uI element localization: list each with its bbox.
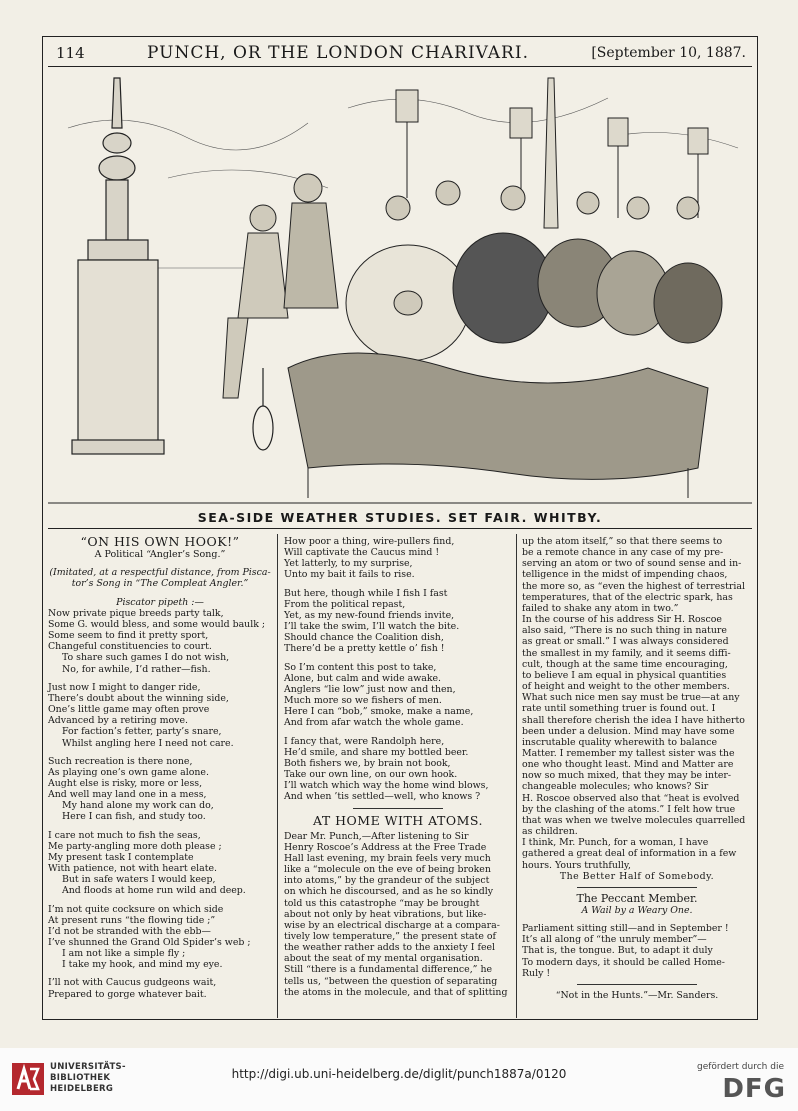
column-divider <box>516 534 517 1018</box>
text-line: Alone, but calm and wide awake. <box>284 672 442 684</box>
text-line: to believe I am equal in physical quantities <box>522 669 727 681</box>
text-line: I’m not quite cocksure on which side <box>48 903 224 915</box>
column-divider <box>277 534 278 1018</box>
text-line <box>284 655 512 662</box>
text-line: shall therefore cherish the idea I have hitherto <box>522 714 745 726</box>
text-line: And floods at home run wild and deep. <box>62 885 246 897</box>
column-three <box>522 536 752 1001</box>
text-line: tells us, “between the question of separating <box>284 975 498 987</box>
dfg-logo: DFG <box>722 1074 786 1104</box>
article-text <box>284 831 512 998</box>
poem-note: tor’s Song in “The Compleat Angler.” <box>71 578 249 590</box>
text-line <box>48 823 272 830</box>
text-line: My hand alone my work can do, <box>62 800 214 812</box>
text-line <box>48 970 272 977</box>
text-line: As playing one’s own game alone. <box>48 766 209 778</box>
cartoon-illustration <box>48 68 752 508</box>
text-line: failed to shake any atom in two.” <box>522 602 679 614</box>
text-line: inscrutable quality wherewith to balance <box>522 736 718 748</box>
text-line: H. Roscoe observed also that “heat is evolved <box>522 792 740 804</box>
text-line: the weather rather adds to the anxiety I feel <box>284 942 496 954</box>
text-line <box>284 581 512 588</box>
text-line: Should chance the Coalition dish, <box>284 632 444 644</box>
text-line: also said, “There is no such thing in nature <box>522 625 727 637</box>
text-line: That is, the tongue. But, to adapt it duly <box>522 945 713 957</box>
text-line: There’d be a pretty kettle o’ fish ! <box>284 643 445 655</box>
text-line: about not only by heat vibrations, but like- <box>284 908 487 920</box>
poem-note: (Imitated, at a respectful distance, from Pisca- <box>49 567 271 579</box>
text-line: Some G. would bless, and some would baulk ; <box>48 618 266 630</box>
text-line: tively low temperature,” the present state of <box>284 931 497 942</box>
text-line: changeable molecules; who knows? Sir <box>522 781 709 793</box>
text-line: Much more so we fishers of men. <box>284 695 442 707</box>
poem-subtitle: A Wail by a Weary One. <box>581 905 693 916</box>
text-line: be a remote chance in any case of my pre- <box>522 547 724 559</box>
text-line: My present task I contemplate <box>48 851 194 863</box>
text-line: Yet latterly, to my surprise, <box>284 558 413 570</box>
text-line: With patience, not with heart elate. <box>48 863 218 875</box>
text-line: And well may land one in a mess, <box>48 789 207 801</box>
text-line: Ruly ! <box>522 967 551 979</box>
article-signature: The Better Half of Somebody. <box>559 870 715 882</box>
page-number: 114 <box>56 44 85 62</box>
text-line: telligence in the midst of impending chaos, <box>522 569 728 581</box>
poem-lines <box>522 923 752 979</box>
text-line: like a “molecule on the eve of being broken <box>284 864 491 876</box>
text-line: Both fishers we, by brain not book, <box>284 757 451 769</box>
poem-subtitle: A Political “Angler’s Song.” <box>94 549 226 561</box>
text-line: Take our own line, on our own hook. <box>284 768 458 780</box>
text-line: He’d smile, and share my bottled beer. <box>284 746 469 758</box>
text-line: Here I can fish, and study too. <box>62 811 206 823</box>
poem-title: The Peccant Member. <box>576 891 698 905</box>
poem-lines <box>48 608 272 1000</box>
text-line: So I’m content this post to take, <box>284 661 437 673</box>
text-line: What such nice men say must be true—at any <box>522 692 740 704</box>
poem-title: “ON HIS OWN HOOK!” <box>80 534 240 549</box>
text-line: I’ll not with Caucus gudgeons wait, <box>48 977 217 989</box>
text-line: Advanced by a retiring move. <box>48 715 188 727</box>
text-line: To share such games I do not wish, <box>62 652 230 664</box>
text-line: From the political repast, <box>284 598 406 610</box>
column-one <box>48 536 272 1000</box>
text-line: by the clashing of the atoms.” I felt how true <box>522 803 736 815</box>
page-title: PUNCH, OR THE LONDON CHARIVARI. <box>146 43 529 63</box>
text-line: But in safe waters I would keep, <box>62 874 216 886</box>
text-line: serving an atom or two of sound sense and in- <box>522 558 742 570</box>
umbrellas <box>346 233 722 361</box>
text-line: I fancy that, were Randolph here, <box>284 735 445 747</box>
text-line: And from afar watch the whole game. <box>284 717 464 729</box>
closing-joke: “Not in the Hunts.”—Mr. Sanders. <box>555 989 719 1001</box>
cartoon-drawing <box>48 68 752 508</box>
text-line: Matter. I remember my tallest sister was the <box>522 747 735 759</box>
text-line: been under a delusion. Mind may have some <box>522 725 735 737</box>
funding-note: gefördert durch die <box>697 1062 784 1072</box>
text-line: on which he discoursed, and as he so kindly <box>284 886 494 898</box>
text-line: There’s doubt about the winning side, <box>48 692 229 704</box>
text-line: now so much mixed, that they may be inter- <box>522 770 732 782</box>
text-line <box>284 729 512 736</box>
text-line: One’s little game may often prove <box>48 704 210 716</box>
text-line: At present runs “the flowing tide ;” <box>48 914 216 926</box>
text-line: I’ve shunned the Grand Old Spider’s web ; <box>48 937 251 948</box>
text-line: Here I can “bob,” smoke, make a name, <box>284 706 474 718</box>
text-line: I care not much to fish the seas, <box>48 829 201 841</box>
text-line: I’ll watch which way the home wind blows, <box>284 780 489 792</box>
text-line: Parliament sitting still—and in September ! <box>522 923 729 935</box>
text-line: Me party-angling more doth please ; <box>48 840 222 852</box>
text-line: To modern days, it should be called Home- <box>522 956 725 968</box>
text-line <box>48 675 272 682</box>
library-name: UNIVERSITÄTS- BIBLIOTHEK HEIDELBERG <box>50 1062 126 1094</box>
text-line: Just now I might to danger ride, <box>48 681 201 693</box>
text-line: Aught else is risky, more or less, <box>48 777 203 789</box>
text-line: I’ll take the swim, I’ll watch the bite. <box>284 621 460 633</box>
text-line: I’d not be stranded with the ebb— <box>48 925 211 937</box>
footer-bar <box>0 1048 798 1111</box>
text-line: the more so, as “even the highest of terrestrial <box>522 580 745 592</box>
poem-speaker: Piscator pipeth :— <box>116 596 204 608</box>
text-line <box>48 749 272 756</box>
text-line: of height and weight to the other members. <box>522 681 730 693</box>
text-line: It’s all along of “the unruly member”— <box>522 934 707 946</box>
text-line: How poor a thing, wire-pullers find, <box>284 536 455 547</box>
text-line: Such recreation is there none, <box>48 755 193 767</box>
text-line: temperatures, that of the electric spark, has <box>522 591 733 603</box>
poem-continuation <box>284 536 512 802</box>
text-line: Whilst angling here I need not care. <box>62 737 234 749</box>
text-line: No, for awhile, I’d rather—fish. <box>62 663 211 675</box>
text-line: cult, though at the same time encouraging, <box>522 658 728 670</box>
text-line: that was when we twelve molecules quarrelled <box>522 814 746 826</box>
lamp-post-left <box>72 78 164 454</box>
text-line: Dear Mr. Punch,—After listening to Sir <box>284 830 469 842</box>
text-line: For faction’s fetter, party’s snare, <box>62 726 222 738</box>
text-line: Changeful constituencies to court. <box>48 641 212 653</box>
bench <box>288 353 708 498</box>
text-line: the atoms in the molecule, and that of splitting <box>284 986 508 998</box>
text-line: Still “there is a fundamental difference,” he <box>284 964 493 976</box>
page-header <box>48 40 752 67</box>
text-line: one who thought least. Mind and Matter are <box>522 759 734 771</box>
text-line: gathered a great deal of information in a few <box>522 848 737 860</box>
source-url-link[interactable]: http://digi.ub.uni-heidelberg.de/diglit/punch1887a/0120 <box>231 1067 567 1081</box>
illustration-caption: SEA-SIDE WEATHER STUDIES. SET FAIR. WHITBY. <box>48 508 752 529</box>
text-line: Some seem to find it pretty sport, <box>48 630 209 642</box>
text-line: But here, though while I fish I fast <box>284 587 448 599</box>
text-line: rate until something truer is found out. I <box>522 703 716 715</box>
text-line: Yet, as my new-found friends invite, <box>284 609 455 621</box>
text-line: up the atom itself,” so that there seems to <box>522 536 723 547</box>
article-continuation <box>522 536 752 871</box>
text-line: Unto my bait it fails to rise. <box>284 569 415 581</box>
page-date: [September 10, 1887. <box>591 45 746 61</box>
text-line: told us this catastrophe “may be brought <box>284 897 480 909</box>
text-line: the smallest in my family, and it seems diffi- <box>522 647 731 659</box>
text-line: as great or small.” I was always considered <box>522 636 729 648</box>
text-line: Prepared to gorge whatever bait. <box>48 988 207 1000</box>
text-line: And when ’tis settled—well, who knows ? <box>284 791 481 803</box>
text-line: I am not like a simple fly ; <box>62 948 186 960</box>
text-line: Henry Roscoe’s Address at the Free Trade <box>284 841 487 853</box>
text-line: hours. Yours truthfully, <box>522 859 631 871</box>
text-line: Now private pique breeds party talk, <box>48 607 224 619</box>
text-line: into atoms,” by the grandeur of the subject <box>284 875 490 887</box>
text-line: Will captivate the Caucus mind ! <box>284 547 440 559</box>
text-line: Anglers “lie low” just now and then, <box>284 683 456 695</box>
column-two <box>284 536 512 998</box>
text-line: Hall last evening, my brain feels very much <box>284 852 491 864</box>
text-line: I think, Mr. Punch, for a woman, I have <box>522 837 709 849</box>
text-line: In the course of his address Sir H. Roscoe <box>522 614 722 626</box>
text-line: I take my hook, and mind my eye. <box>62 959 223 971</box>
text-line: about the seat of my mental organisation. <box>284 953 483 965</box>
article-heading: AT HOME WITH ATOMS. <box>312 813 484 829</box>
text-line: as children. <box>522 826 578 838</box>
text-line: wise by an electrical discharge at a compara- <box>284 919 500 931</box>
text-line <box>48 897 272 904</box>
